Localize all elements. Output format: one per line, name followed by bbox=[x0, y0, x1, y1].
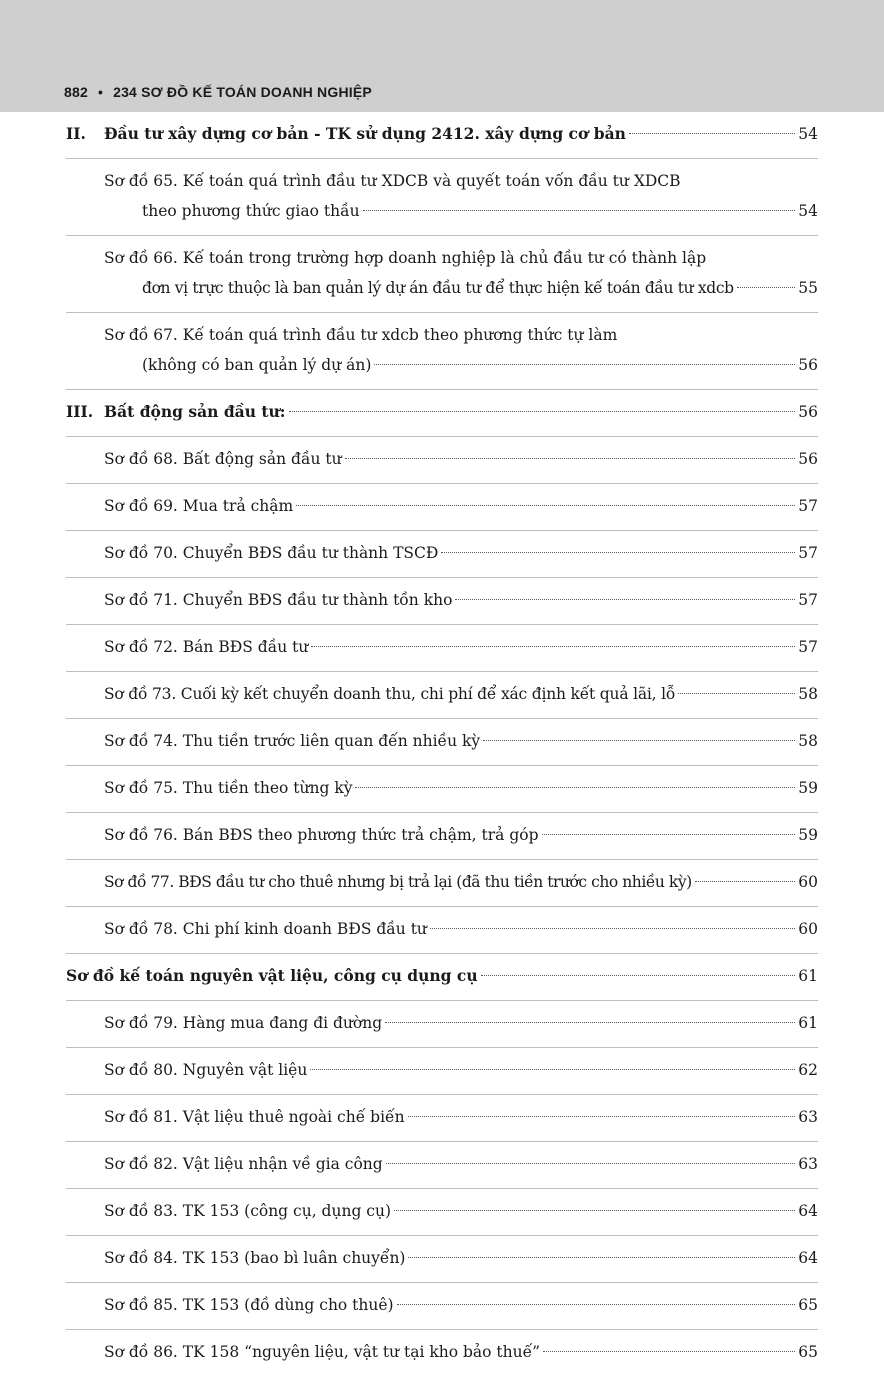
page-ref: 56 bbox=[798, 403, 818, 421]
toc-entry-71[interactable] bbox=[66, 578, 818, 625]
dot-leader bbox=[543, 1351, 795, 1352]
toc-entry-78[interactable] bbox=[66, 907, 818, 954]
page-ref: 61 bbox=[798, 967, 818, 985]
entry-title-line2: theo phương thức giao thầu bbox=[142, 202, 360, 220]
entry-title-line1: Sơ đồ 67. Kế toán quá trình đầu tư xdcb theo phương thức tự làm bbox=[104, 326, 618, 344]
toc-entry-81[interactable] bbox=[66, 1095, 818, 1142]
table-of-contents bbox=[66, 112, 818, 1376]
dot-leader bbox=[455, 599, 795, 600]
toc-section-materials[interactable] bbox=[66, 954, 818, 1001]
toc-entry-83[interactable] bbox=[66, 1189, 818, 1236]
dot-leader bbox=[289, 411, 796, 412]
page-ref: 54 bbox=[798, 202, 818, 220]
section-title: Đầu tư xây dựng cơ bản - TK sử dụng 2412. xây dựng cơ bản bbox=[104, 124, 626, 143]
dot-leader bbox=[542, 834, 796, 835]
dot-leader bbox=[737, 287, 796, 288]
book-title: 234 SƠ ĐỒ KẾ TOÁN DOANH NGHIỆP bbox=[113, 84, 372, 100]
entry-title: Sơ đồ 73. Cuối kỳ kết chuyển doanh thu, chi phí để xác định kết quả lãi, lỗ bbox=[104, 685, 676, 703]
separator-dot: • bbox=[97, 84, 104, 100]
entry-title: Sơ đồ 81. Vật liệu thuê ngoài chế biến bbox=[104, 1108, 405, 1126]
page-number: 882 bbox=[64, 84, 88, 100]
page-ref: 63 bbox=[798, 1108, 818, 1126]
dot-leader bbox=[311, 646, 795, 647]
entry-title: Sơ đồ 71. Chuyển BĐS đầu tư thành tồn kho bbox=[104, 591, 453, 609]
entry-title: Sơ đồ 84. TK 153 (bao bì luân chuyển) bbox=[104, 1249, 406, 1267]
entry-title: Sơ đồ 69. Mua trả chậm bbox=[104, 497, 294, 515]
page-ref: 57 bbox=[798, 638, 818, 656]
page-ref: 57 bbox=[798, 544, 818, 562]
dot-leader bbox=[394, 1210, 795, 1211]
entry-title: Sơ đồ 82. Vật liệu nhận về gia công bbox=[104, 1155, 383, 1173]
page-ref: 57 bbox=[798, 497, 818, 515]
toc-section-iii[interactable] bbox=[66, 390, 818, 437]
page-ref: 63 bbox=[798, 1155, 818, 1173]
section-title: Sơ đồ kế toán nguyên vật liệu, công cụ dụng cụ bbox=[66, 966, 478, 985]
dot-leader bbox=[397, 1304, 796, 1305]
toc-entry-70[interactable] bbox=[66, 531, 818, 578]
page-ref: 55 bbox=[798, 279, 818, 297]
page-ref: 64 bbox=[798, 1202, 818, 1220]
dot-leader bbox=[385, 1022, 795, 1023]
entry-title: Sơ đồ 86. TK 158 “nguyên liệu, vật tư tại kho bảo thuế” bbox=[104, 1343, 541, 1361]
entry-title-line1: Sơ đồ 65. Kế toán quá trình đầu tư XDCB và quyết toán vốn đầu tư XDCB bbox=[104, 172, 681, 190]
toc-entry-77[interactable] bbox=[66, 860, 818, 907]
page-ref: 65 bbox=[798, 1343, 818, 1361]
dot-leader bbox=[363, 210, 796, 211]
toc-entry-65[interactable] bbox=[66, 159, 818, 236]
toc-entry-85[interactable] bbox=[66, 1283, 818, 1330]
dot-leader bbox=[695, 881, 795, 882]
entry-title-line2: đơn vị trực thuộc là ban quản lý dự án đầu tư để thực hiện kế toán đầu tư xdcb bbox=[142, 279, 734, 297]
dot-leader bbox=[355, 787, 795, 788]
page-ref: 61 bbox=[798, 1014, 818, 1032]
dot-leader bbox=[296, 505, 795, 506]
toc-entry-76[interactable] bbox=[66, 813, 818, 860]
page-ref: 54 bbox=[798, 125, 818, 143]
page-ref: 60 bbox=[798, 920, 818, 938]
page-ref: 62 bbox=[798, 1061, 818, 1079]
entry-title: Sơ đồ 80. Nguyên vật liệu bbox=[104, 1061, 308, 1079]
toc-entry-73[interactable] bbox=[66, 672, 818, 719]
page-ref: 59 bbox=[798, 779, 818, 797]
section-number: III. bbox=[66, 402, 94, 421]
dot-leader bbox=[374, 364, 795, 365]
dot-leader bbox=[430, 928, 795, 929]
dot-leader bbox=[678, 693, 795, 694]
entry-title: Sơ đồ 68. Bất động sản đầu tư bbox=[104, 450, 342, 468]
page-ref: 60 bbox=[798, 873, 818, 891]
dot-leader bbox=[386, 1163, 796, 1164]
section-title: Bất động sản đầu tư: bbox=[104, 402, 286, 421]
dot-leader bbox=[408, 1257, 795, 1258]
toc-entry-67[interactable] bbox=[66, 313, 818, 390]
entry-title-line2: (không có ban quản lý dự án) bbox=[142, 356, 372, 374]
running-head bbox=[64, 84, 372, 100]
toc-entry-72[interactable] bbox=[66, 625, 818, 672]
entry-title: Sơ đồ 72. Bán BĐS đầu tư bbox=[104, 638, 309, 656]
dot-leader bbox=[481, 975, 796, 976]
toc-section-ii[interactable] bbox=[66, 112, 818, 159]
toc-entry-75[interactable] bbox=[66, 766, 818, 813]
toc-entry-66[interactable] bbox=[66, 236, 818, 313]
page-ref: 57 bbox=[798, 591, 818, 609]
toc-entry-80[interactable] bbox=[66, 1048, 818, 1095]
page-ref: 64 bbox=[798, 1249, 818, 1267]
toc-entry-68[interactable] bbox=[66, 437, 818, 484]
entry-title: Sơ đồ 70. Chuyển BĐS đầu tư thành TSCĐ bbox=[104, 544, 439, 562]
entry-title: Sơ đồ 83. TK 153 (công cụ, dụng cụ) bbox=[104, 1202, 391, 1220]
entry-title: Sơ đồ 74. Thu tiền trước liên quan đến nhiều kỳ bbox=[104, 732, 481, 750]
toc-entry-74[interactable] bbox=[66, 719, 818, 766]
entry-title: Sơ đồ 78. Chi phí kinh doanh BĐS đầu tư bbox=[104, 920, 427, 938]
entry-title: Sơ đồ 85. TK 153 (đồ dùng cho thuê) bbox=[104, 1296, 394, 1314]
page-ref: 58 bbox=[798, 732, 818, 750]
dot-leader bbox=[408, 1116, 796, 1117]
page-ref: 56 bbox=[798, 450, 818, 468]
page-ref: 65 bbox=[798, 1296, 818, 1314]
page-ref: 58 bbox=[798, 685, 818, 703]
toc-entry-69[interactable] bbox=[66, 484, 818, 531]
entry-title: Sơ đồ 75. Thu tiền theo từng kỳ bbox=[104, 779, 353, 797]
entry-title-line1: Sơ đồ 66. Kế toán trong trường hợp doanh nghiệp là chủ đầu tư có thành lập bbox=[104, 249, 707, 267]
toc-entry-86[interactable] bbox=[66, 1330, 818, 1376]
dot-leader bbox=[345, 458, 796, 459]
dot-leader bbox=[629, 133, 795, 134]
toc-entry-82[interactable] bbox=[66, 1142, 818, 1189]
dot-leader bbox=[483, 740, 795, 741]
page-ref: 59 bbox=[798, 826, 818, 844]
entry-title: Sơ đồ 76. Bán BĐS theo phương thức trả chậm, trả góp bbox=[104, 826, 539, 844]
entry-title: Sơ đồ 79. Hàng mua đang đi đường bbox=[104, 1014, 383, 1032]
page-ref: 56 bbox=[798, 356, 818, 374]
toc-entry-79[interactable] bbox=[66, 1001, 818, 1048]
dot-leader bbox=[441, 552, 795, 553]
section-number: II. bbox=[66, 124, 86, 143]
entry-title: Sơ đồ 77. BĐS đầu tư cho thuê nhưng bị trả lại (đã thu tiền trước cho nhiều kỳ) bbox=[104, 873, 692, 891]
dot-leader bbox=[310, 1069, 795, 1070]
